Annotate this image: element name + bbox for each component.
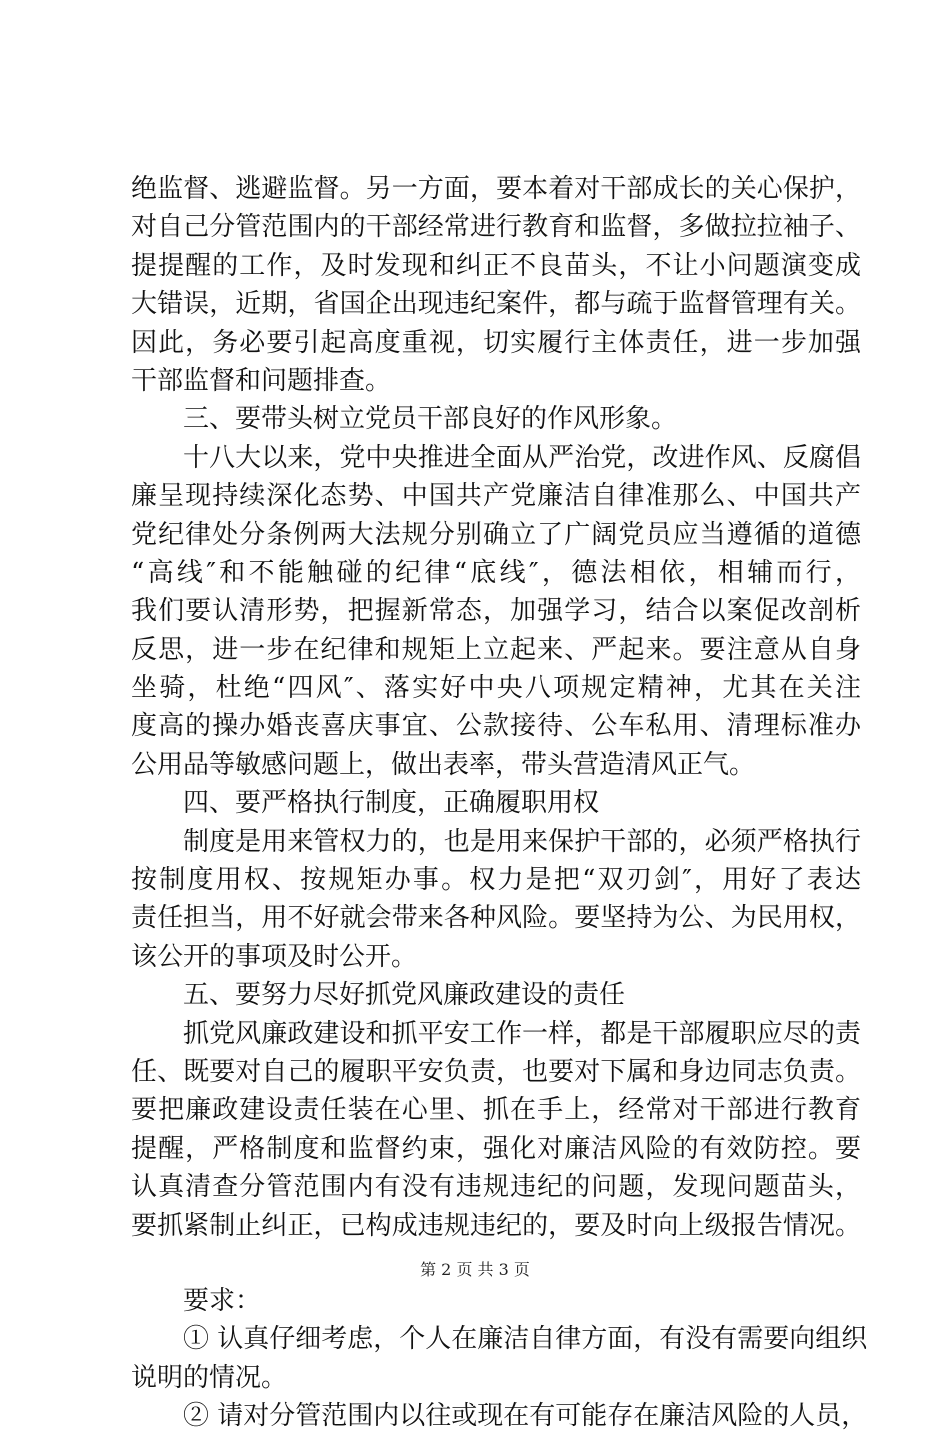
text-line: 廉呈现持续深化态势、中国共产党廉洁自律准那么、中国共产 [131, 481, 861, 512]
text-line: “高线″和不能触碰的纪律“底线″，德法相依，相辅而行， [131, 557, 861, 588]
text-line: 党纪律处分条例两大法规分别确立了广阔党员应当遵循的道德 [131, 519, 861, 550]
text-line: 公用品等敏感问题上，做出表率，带头营造清风正气。 [131, 749, 756, 780]
text-line: 对自己分管范围内的干部经常进行教育和监督，多做拉拉袖子、 [131, 212, 861, 243]
text-line: 因此，务必要引起高度重视，切实履行主体责任，进一步加强 [131, 327, 861, 358]
section-heading-4: 四、要严格执行制度，正确履职用权 [183, 788, 600, 819]
section-heading-3: 三、要带头树立党员干部良好的作风形象。 [183, 404, 678, 435]
text-line: 任、既要对自己的履职平安负责，也要对下属和身边同志负责。 [131, 1056, 861, 1087]
text-line: 要把廉政建设责任装在心里、抓在手上，经常对干部进行教育 [131, 1095, 861, 1126]
requirement-item-2: ② 请对分管范围内以往或现在有可能存在廉洁风险的人员， [183, 1401, 868, 1432]
text-line: 十八大以来，党中央推进全面从严治党，改进作风、反腐倡 [183, 442, 861, 473]
requirement-item-1: ① 认真仔细考虑，个人在廉洁自律方面，有没有需要向组织 [183, 1324, 868, 1355]
text-line: 认真清查分管范围内有没有违规违纪的问题，发现问题苗头， [131, 1172, 861, 1203]
text-line: 绝监督、逃避监督。另一方面，要本着对干部成长的关心保护， [131, 174, 861, 204]
text-line: 制度是用来管权力的，也是用来保护干部的，必须严格执行 [183, 826, 861, 857]
requirements-heading: 要求： [183, 1285, 262, 1316]
text-line: 反思，进一步在纪律和规矩上立起来、严起来。要注意从自身 [131, 634, 861, 665]
text-line: 坐骑，杜绝“四风″、落实好中央八项规定精神，尤其在关注 [131, 673, 861, 704]
text-line: 大错误，近期，省国企出现违纪案件，都与疏于监督管理有关。 [131, 289, 861, 320]
text-line: 该公开的事项及时公开。 [131, 941, 418, 972]
text-line: 提醒，严格制度和监督约束，强化对廉洁风险的有效防控。要 [131, 1133, 861, 1164]
text-line: 说明的情况。 [131, 1362, 288, 1393]
text-line: 按制度用权、按规矩办事。权力是把“双刃剑″，用好了表达 [131, 865, 861, 896]
text-line: 我们要认清形势，把握新常态，加强学习，结合以案促改剖析 [131, 596, 861, 627]
text-line: 干部监督和问题排查。 [131, 365, 392, 396]
text-line: 抓党风廉政建设和抓平安工作一样，都是干部履职应尽的责 [183, 1018, 861, 1049]
text-line: 提提醒的工作，及时发现和纠正不良苗头，不让小问题演变成 [131, 250, 861, 281]
text-line: 度高的操办婚丧喜庆事宜、公款接待、公车私用、清理标准办 [131, 711, 861, 742]
text-line: 要抓紧制止纠正，已构成违规违纪的，要及时向上级报告情况。 [131, 1210, 861, 1241]
section-heading-5: 五、要努力尽好抓党风廉政建设的责任 [183, 980, 626, 1011]
document-body [131, 170, 868, 1436]
text-line: 责任担当，用不好就会带来各种风险。要坚持为公、为民用权， [131, 903, 861, 934]
page-number-footer: 第 2 页 共 3 页 [420, 1260, 530, 1279]
